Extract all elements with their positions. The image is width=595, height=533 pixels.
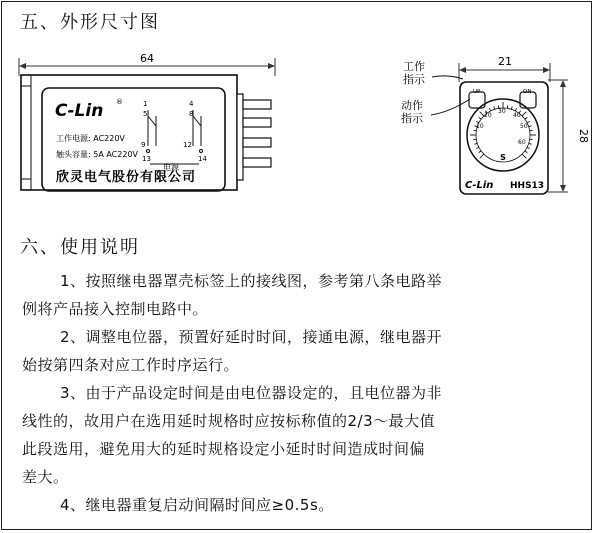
pin-9-label: 9 <box>141 141 146 149</box>
dial-tick <box>476 147 479 148</box>
up-label: UP <box>473 89 481 95</box>
instruction-3-line-1: 3、由于产品设定时间是由电位器设定的，且电位器为非 <box>60 384 443 402</box>
contact-spec-text: 触头容量: 5A AC220V <box>56 150 139 159</box>
action-indicator-label-line1: 动作 <box>401 99 423 112</box>
dial-tick <box>515 108 516 111</box>
pin-8-label: 8 <box>189 110 194 118</box>
front-width-label: 64 <box>140 52 154 65</box>
on-label: ON <box>523 89 532 95</box>
working-indicator-label-line2: 指示 <box>403 73 425 86</box>
action-indicator-label-line2: 指示 <box>401 112 423 125</box>
model-number: HHS13 <box>510 181 545 191</box>
instruction-3 <box>22 379 572 491</box>
instruction-3-line-3: 此段选用，避免用大的延时规格设定小延时时间造成时间偏 <box>22 440 426 458</box>
dial-number-60: 60 <box>518 139 526 146</box>
dial-tick <box>522 154 526 158</box>
instruction-3-line-4: 差大。 <box>22 468 69 486</box>
instruction-2-line-1: 2、调整电位器，预置好延时时间，接通电源，继电器开 <box>60 328 443 346</box>
dial-unit: S <box>500 153 506 162</box>
pin-5-label: 5 <box>143 110 148 118</box>
dial-number-40: 40 <box>513 112 521 119</box>
power-supply-label: 电源 <box>163 163 179 172</box>
dial-tick <box>527 147 530 148</box>
side-height-dimension <box>548 80 590 192</box>
dial-tick <box>489 108 490 111</box>
side-height-label: 28 <box>577 129 590 143</box>
dial-tick <box>522 112 526 116</box>
instruction-1-line-2: 例将产品接入控制电路中。 <box>22 300 209 318</box>
dial-tick <box>479 117 481 119</box>
pin-12-label: 12 <box>183 141 192 149</box>
dial-number-10: 10 <box>476 123 484 130</box>
working-indicator-label-line1: 工作 <box>403 60 425 73</box>
usage-section-title: 六、使用说明 <box>20 237 140 258</box>
dial-tick <box>511 106 512 109</box>
instruction-4 <box>22 491 572 519</box>
dial-tick <box>529 126 532 127</box>
dial-tick <box>479 151 481 153</box>
pin-4-label: 4 <box>189 100 194 108</box>
pin-13-label: 13 <box>142 155 151 163</box>
side-width-label: 21 <box>498 55 512 68</box>
instruction-2 <box>22 323 572 379</box>
dial-number-50: 50 <box>520 123 528 130</box>
dial-tick <box>525 117 527 119</box>
dial-tick <box>480 154 484 158</box>
instruction-4-line-1: 4、继电器重复启动间隔时间应≥0.5s。 <box>60 496 334 514</box>
side-logo: C-Lin <box>465 180 494 191</box>
instruction-1-line-1: 1、按照继电器罩壳标签上的接线图，参考第八条电路举 <box>60 272 443 290</box>
dial-tick <box>474 143 477 144</box>
instruction-2-line-2: 始按第四条对应工作时序运行。 <box>22 356 240 374</box>
front-logo: C-Lin <box>55 101 104 121</box>
power-spec-text: 工作电源: AC220V <box>56 134 125 143</box>
instruction-1 <box>22 267 572 323</box>
side-width-dimension <box>459 55 550 82</box>
dial-tick <box>494 106 495 109</box>
instruction-3-line-2: 线性的，故用户在选用延时规格时应按标称值的2/3～最大值 <box>22 412 436 430</box>
dial-number-30: 30 <box>498 108 506 115</box>
outline-section-title: 五、外形尺寸图 <box>20 12 160 33</box>
dial-tick <box>529 143 532 144</box>
pin-14-label: 14 <box>198 155 207 163</box>
company-name: 欣灵电气股份有限公司 <box>56 170 197 185</box>
dial-number-20: 20 <box>484 112 492 119</box>
front-logo-mark: ® <box>116 98 123 106</box>
dial-tick <box>525 151 527 153</box>
pin-1-label: 1 <box>143 100 148 108</box>
